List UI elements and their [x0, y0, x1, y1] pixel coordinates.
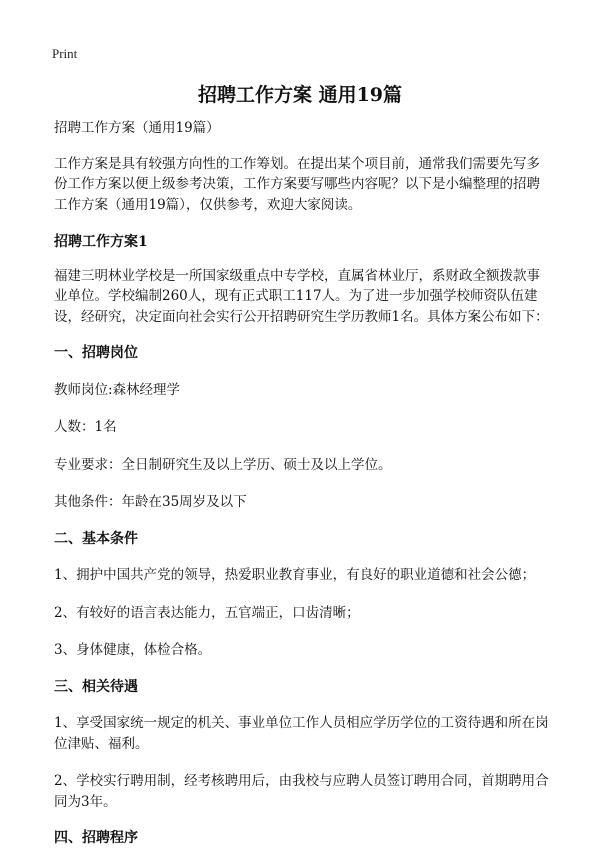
document-title: 招聘工作方案 通用19篇 [197, 84, 403, 106]
condition-item: 2、有较好的语言表达能力，五官端正，口齿清晰； [54, 604, 360, 621]
benefit-item: 1、享受国家统一规定的机关、事业单位工作人员相应学历学位的工资待遇和所在岗位津贴、福利。 [54, 715, 549, 752]
position-item: 专业要求：全日制研究生及以上学历、硕士及以上学位。 [54, 456, 392, 473]
section-heading-procedure: 四、招聘程序 [54, 830, 138, 846]
section-heading-benefits: 三、相关待遇 [54, 678, 138, 695]
position-item: 教师岗位:森林经理学 [54, 381, 181, 398]
position-item: 人数：1名 [54, 419, 117, 435]
condition-item: 1、拥护中国共产党的领导，热爱职业教育事业，有良好的职业道德和社会公德； [54, 567, 536, 583]
plan-heading: 招聘工作方案1 [54, 234, 148, 250]
section-heading-positions: 一、招聘岗位 [54, 345, 138, 361]
section-heading-conditions: 二、基本条件 [54, 530, 138, 547]
benefit-item: 2、学校实行聘用制，经考核聘用后，由我校与应聘人员签订聘用合同，首期聘用合同为3年。 [54, 773, 549, 810]
print-link[interactable]: Print [52, 46, 78, 61]
intro-paragraph: 工作方案是具有较强方向性的工作筹划。在提出某个项目前，通常我们需要先写多份工作方案以便上级参考决策，工作方案要写哪些内容呢？以下是小编整理的招聘工作方案（通用19篇），仅供参考，欢迎大家阅读。 [54, 155, 540, 213]
position-item: 其他条件：年龄在35周岁及以下 [54, 494, 247, 510]
condition-item: 3、身体健康，体检合格。 [54, 642, 212, 658]
plan-body: 福建三明林业学校是一所国家级重点中专学校，直属省林业厅，系财政全额拨款事业单位。学校编制260人，现有正式职工117人。为了进一步加强学校师资队伍建设，经研究，决定面向社会实行公开招聘研究生学历教师1名。具体方案公布如下： [54, 267, 549, 325]
document-content [54, 118, 550, 849]
document-subtitle: 招聘工作方案（通用19篇） [54, 120, 220, 136]
